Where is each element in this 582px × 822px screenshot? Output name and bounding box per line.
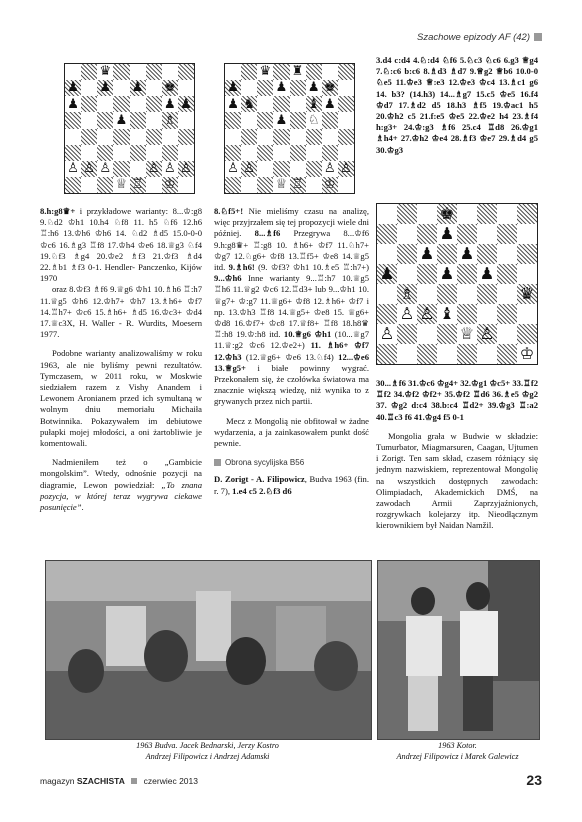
board-square [497, 264, 517, 284]
chess-piece: ♙ [479, 323, 495, 343]
board-square [273, 96, 289, 112]
section-heading-text: Obrona sycylijska B56 [225, 458, 305, 468]
chess-piece: ♙ [227, 161, 239, 177]
chess-piece: ♟ [227, 96, 239, 112]
board-square [517, 304, 537, 324]
board-square [517, 204, 537, 224]
board-square [146, 177, 162, 193]
chess-piece: ♙ [340, 161, 352, 177]
chess-piece: ♟ [439, 223, 455, 243]
board-square [377, 224, 397, 244]
board-square [97, 129, 113, 145]
board-square [377, 204, 397, 224]
board-square [338, 145, 354, 161]
board-square [417, 324, 437, 344]
board-square [517, 224, 537, 244]
board-square [457, 344, 477, 364]
board-square [130, 64, 146, 80]
chess-piece: ♚ [439, 203, 455, 223]
paragraph [40, 206, 202, 284]
footer-square-icon [131, 778, 137, 784]
chess-piece: ♟ [67, 80, 79, 96]
text-run: , Budva 1963 (fin. r. 7), [214, 474, 369, 496]
chess-piece: ♛ [259, 64, 272, 80]
text-run: . [81, 502, 84, 513]
chess-piece: ♗ [399, 283, 415, 303]
board-square [162, 145, 178, 161]
section-square-icon [214, 459, 221, 466]
chess-piece: ♗ [163, 112, 176, 128]
board-square [178, 145, 194, 161]
chess-piece: ♙ [419, 303, 435, 323]
board-square [97, 145, 113, 161]
board-square [113, 80, 129, 96]
board-square [65, 64, 81, 80]
board-square [437, 284, 457, 304]
board-square [146, 129, 162, 145]
board-square [306, 129, 322, 145]
caption-kotor-line1: 1963 Kotor. [438, 741, 477, 750]
board-square [497, 344, 517, 364]
board-square [257, 112, 273, 128]
board-square [178, 64, 194, 80]
text-run: „To znana pozycja, w której teraz wygrywa ciekawe posunięcie” [40, 479, 203, 513]
text-run: 8.h:g8♛+ [40, 206, 76, 216]
game-moves-continued: 3.d4 c:d4 4.♘:d4 ♘f6 5.♘c3 ♘c6 6.g3 ♕g4 7.♘:c6 b:c6 8.♗d3 ♗d7 9.♕g2 ♕b6 10.0-0 ♘e5 11.♔e3 ♕:e3 12.♔e3 ♔c4 13.♗c1 g6 14. b3? (14.h3) 14...♗g7 15.c5 ♔e5 16.f4 ♔d7 17.♗d2 d5 18.h3 ♗f5 19.♔ac1 h5 20.♔h2 c5 21.f:e5 ♔e5 22.♔e2 h4 23.♗f4 h:g3+ 24.♔:g3 ♗f6 25.c4 ♖d8 26.♔g1 ♗h4+ 27.♔h2 ♔e4 28.♗f3 ♔e7 29.♗d4 g5 30.♔g3 [376, 55, 538, 155]
board-square [273, 161, 289, 177]
board-square [290, 80, 306, 96]
chess-piece: ♙ [399, 303, 415, 323]
board-square [97, 177, 113, 193]
paragraph [376, 431, 538, 532]
board-square [273, 129, 289, 145]
board-square [113, 145, 129, 161]
board-square [130, 96, 146, 112]
board-square [178, 177, 194, 193]
board-square [338, 177, 354, 193]
chess-piece: ♟ [479, 263, 495, 283]
header-square-icon [534, 33, 542, 41]
chess-piece: ♟ [419, 243, 435, 263]
text-run: 30...♗f6 31.♔c6 ♔g4+ 32.♔g1 ♔c5+ 33.♖f2 ♖f2 34.♔f2 ♔f2+ 35.♔f2 ♖d6 36.♗e5 ♔g2 37. ♔g2 d:c4 38.b:c4 ♖d2+ 39.♔g3 ♖:a2 40.♖c3 f6 41.♔g4 f5 0-1 [376, 378, 538, 422]
board-square [477, 224, 497, 244]
running-title: Szachowe epizody AF (42) [416, 32, 530, 43]
chess-piece: ♙ [67, 161, 79, 177]
board-square [477, 244, 497, 264]
board-square [306, 64, 322, 80]
board-square [225, 112, 241, 128]
board-square [130, 129, 146, 145]
board-square [417, 204, 437, 224]
board-square [241, 112, 257, 128]
board-square [477, 204, 497, 224]
chess-piece: ♟ [459, 243, 475, 263]
caption-kotor [377, 741, 538, 762]
board-square [81, 64, 97, 80]
board-square [162, 64, 178, 80]
board-square [377, 304, 397, 324]
chess-piece: ♙ [147, 161, 160, 177]
photo-budva [45, 560, 372, 740]
board-square [417, 264, 437, 284]
board-square [146, 96, 162, 112]
chess-piece: ♟ [379, 263, 395, 283]
chess-piece: ♖ [131, 177, 144, 193]
board-square [417, 224, 437, 244]
board-square [322, 112, 338, 128]
board-square [306, 145, 322, 161]
board-square [241, 80, 257, 96]
text-run: 10.♕g6 ♔h1 [283, 329, 332, 340]
board-square [497, 204, 517, 224]
board-square [338, 96, 354, 112]
chess-piece: ♟ [115, 112, 128, 128]
chess-piece: ♙ [99, 161, 112, 177]
board-square [377, 344, 397, 364]
board-square [306, 161, 322, 177]
chess-piece: ♙ [180, 161, 192, 177]
text-run: 9...♔h6 [214, 273, 242, 284]
footer-magazine-name: SZACHISTA [76, 776, 125, 786]
footer-magazine-prefix: magazyn [40, 776, 75, 786]
board-square [113, 129, 129, 145]
text-run: 1.e4 c5 2.♘f3 d6 [232, 485, 292, 496]
caption-budva-line2: Andrzej Filipowicz i Andrzej Adamski [145, 751, 270, 761]
board-square [257, 145, 273, 161]
board-square [457, 304, 477, 324]
chess-piece: ♟ [227, 80, 239, 96]
board-square [290, 161, 306, 177]
chess-piece: ♟ [163, 96, 176, 112]
board-square [241, 177, 257, 193]
chess-piece: ♚ [323, 80, 336, 96]
board-square [306, 177, 322, 193]
chess-piece: ♚ [163, 80, 176, 96]
board-square [290, 96, 306, 112]
text-run: Nie mieliśmy czasu na analizę, więc przyjrzałem się tej propozycji wiele dni później. [214, 206, 369, 239]
paragraph [40, 348, 202, 449]
chess-piece: ♟ [99, 80, 112, 96]
chess-piece: ♖ [291, 177, 304, 193]
board-square [225, 129, 241, 145]
board-square [225, 177, 241, 193]
chess-piece: ♟ [180, 96, 192, 112]
caption-kotor-line2: Andrzej Filipowicz i Marek Galewicz [396, 751, 519, 761]
board-square [130, 145, 146, 161]
board-square [290, 129, 306, 145]
board-square [377, 284, 397, 304]
text-run: Inne warianty 9...♖:h7 10.♕g5 ♖h6 11.♕g2 ♔c6 12.♖d3+ lub 9...♔h1 10. ♕g7+ ♔:g7 11.♕g6+ ♔f8 12.♗h6+ ♔f7 i np. 13.♔h3 ♖f8 14.♕g5+ ♔e8 15. ♕g6+ ♔d8 16.♔f7+ ♔c8 17.♕f8+ ♖f8 18.h8♛ ♖:h8 19.♔:h8 itd. [214, 273, 369, 340]
board-square [457, 204, 477, 224]
board-square [257, 161, 273, 177]
board-square [417, 344, 437, 364]
text-run: Podobne warianty analizowaliśmy w roku 1963, ale nie byliśmy pewni rezultatów. Tymczasem, w 2011 roku, w Moskwie siedziałem razem z Vishy Anandem i Lewonem Aronianem przed ich symultaną w wolnym dniu memoriału Michaiła Botwinnika. Pokazywałem im debiutowe pułapki mojej młodości, a oni żartobliwie je komentowali. [40, 348, 202, 449]
chess-piece: ♘ [307, 112, 320, 128]
chess-piece: ♟ [131, 80, 144, 96]
text-run: Mongolia grała w Budwie w składzie: Tumurbator, Miagmarsuren, Caagan, Ujtumen i Zorigt. Ten sam skład, czasem różniący się jednym nazwiskiem, reprezentował Mongolię na wszystkich dostępnych zawodach: Olimpiadach, Akademickich DMŚ, na zawodach Armii Zaprzyjaźnionych, rozgrywkach kolejarzy itp. Nieodłącznym kierownikiem był Naidan Namžil. [376, 430, 538, 531]
board-square [322, 64, 338, 80]
board-square [162, 129, 178, 145]
board-square [477, 344, 497, 364]
text-run: 9.♗h6! [228, 262, 255, 273]
board-square [397, 204, 417, 224]
chess-piece: ♝ [307, 96, 320, 112]
chess-diagram-2 [224, 63, 355, 194]
running-header [392, 32, 542, 48]
chess-diagram-1 [64, 63, 195, 194]
caption-budva [45, 741, 370, 762]
board-square [146, 112, 162, 128]
board-square [97, 112, 113, 128]
board-square [397, 344, 417, 364]
column-middle-wrap [214, 206, 369, 497]
photo-kotor-image [378, 561, 539, 739]
board-square [338, 64, 354, 80]
chess-piece: ♔ [163, 177, 176, 193]
column-right-top [376, 55, 538, 156]
board-square [497, 244, 517, 264]
column-middle [214, 206, 369, 449]
board-square [397, 244, 417, 264]
board-square [322, 145, 338, 161]
board-square [457, 264, 477, 284]
paragraph [214, 206, 369, 408]
text-run: (9. ♔f3? ♔h1 10.♗e5 ♖:h7+) [254, 262, 369, 273]
text-run: Mecz z Mongolią nie obfitował w żadne wydarzenia, a ja zainkasowałem punkt dość pewnie. [214, 415, 369, 449]
board-square [290, 145, 306, 161]
text-run: i przykładowe warianty: 8...♔:g8 9.♘d2 ♔h1 10.h4 ♘f8 11. h5 ♘f6 12.h6 ♖:h6 13.♔h6 ♔h6 14. ♘d2 ♗d5 15.0-0-0 ♔c6 16.♗g3 ♖f8 17.♔h4 ♔e6 18.♕g3 ♘f4 19.♘f3 ♗g4 20.♔e2 ♗f3 21.♔f3 ♗d4 22.♗b1 ♗f3 0-1. Hendler- Panczenko, Kijów 1970 [40, 206, 202, 284]
chess-diagram-3 [376, 203, 538, 365]
photo-kotor [377, 560, 540, 740]
text-run: 12...♔e6 13.♕g5+ [214, 351, 369, 373]
board-square [377, 244, 397, 264]
board-square [273, 64, 289, 80]
board-square [273, 145, 289, 161]
board-square [517, 324, 537, 344]
chess-piece: ♝ [439, 303, 455, 323]
chess-piece: ♞ [243, 96, 256, 112]
board-square [81, 129, 97, 145]
chess-piece: ♕ [115, 177, 128, 193]
board-square [322, 129, 338, 145]
board-square [81, 112, 97, 128]
chess-piece: ♛ [519, 283, 535, 303]
chess-piece: ♙ [83, 161, 96, 177]
chess-piece: ♟ [275, 112, 288, 128]
chess-piece: ♟ [323, 96, 336, 112]
board-square [517, 264, 537, 284]
board-square [130, 112, 146, 128]
board-square [178, 80, 194, 96]
board-square [178, 112, 194, 128]
board-square [65, 129, 81, 145]
board-square [113, 96, 129, 112]
board-square [457, 284, 477, 304]
text-run: i białe powinny wygrać. Przekonałem się, że czołówka światowa ma znacznie większą wiedzę, niż wynika to z grywanych przez nich partii. [214, 362, 369, 407]
chess-piece: ♕ [459, 323, 475, 343]
board-square [81, 145, 97, 161]
column-left [40, 206, 202, 513]
board-square [497, 304, 517, 324]
paragraph [214, 416, 369, 450]
text-run: (10...♕g7 11.♕:g2 ♔c6 12.♔e2+) [214, 329, 369, 351]
board-square [81, 96, 97, 112]
board-square [146, 80, 162, 96]
text-run: D. Zorigt - A. Filipowicz [214, 474, 305, 485]
board-square [257, 129, 273, 145]
board-square [517, 244, 537, 264]
board-square [257, 177, 273, 193]
board-square [477, 284, 497, 304]
text-run: Przegrywa 8...♔f6 9.h:g8♛+ ♖:g8 10. ♗h6+ ♔f7 11.♘h7+ ♔g7 12.♘g6+ ♔f8 13.♖f5+ ♔e8 14.♕g5 itd. [214, 228, 369, 273]
board-square [225, 64, 241, 80]
chess-piece: ♟ [439, 263, 455, 283]
text-run: 8.♘f5+! [214, 206, 244, 216]
chess-piece: ♙ [163, 161, 176, 177]
board-square [338, 80, 354, 96]
section-heading [214, 457, 369, 468]
board-square [338, 129, 354, 145]
board-square [437, 344, 457, 364]
column-right-bottom [376, 378, 538, 532]
chess-piece: ♛ [99, 64, 112, 80]
board-square [146, 145, 162, 161]
page-footer [40, 772, 542, 792]
board-square [257, 96, 273, 112]
photo-budva-image [46, 561, 371, 739]
board-square [497, 224, 517, 244]
board-square [417, 284, 437, 304]
board-square [241, 129, 257, 145]
game-header [214, 474, 369, 496]
chess-piece: ♟ [275, 80, 288, 96]
board-square [397, 264, 417, 284]
board-square [290, 112, 306, 128]
board-square [146, 64, 162, 80]
text-run: 8...♗f6 [254, 228, 281, 239]
page-number: 23 [526, 772, 542, 788]
chess-piece: ♜ [291, 64, 304, 80]
text-run: (12.♕g6+ ♔e6 13.♘f4) [241, 351, 339, 362]
board-square [81, 80, 97, 96]
caption-budva-line1: 1963 Budva. Jacek Bednarski, Jerzy Kostro [136, 741, 279, 750]
board-square [338, 112, 354, 128]
chess-piece: ♔ [519, 343, 535, 363]
board-square [225, 145, 241, 161]
board-square [257, 80, 273, 96]
paragraph [40, 284, 202, 340]
board-square [397, 224, 417, 244]
board-square [241, 145, 257, 161]
board-square [437, 324, 457, 344]
board-square [113, 161, 129, 177]
board-square [130, 161, 146, 177]
text-run: 11. ♗h6+ ♔f7 12.♔h3 [214, 340, 369, 362]
board-square [497, 324, 517, 344]
paragraph [376, 378, 538, 423]
board-square [65, 112, 81, 128]
board-square [457, 224, 477, 244]
board-square [241, 64, 257, 80]
board-square [397, 324, 417, 344]
board-square [113, 64, 129, 80]
footer-issue: czerwiec 2013 [143, 776, 198, 786]
paragraph [40, 457, 202, 513]
board-square [97, 96, 113, 112]
board-square [65, 177, 81, 193]
board-square [497, 284, 517, 304]
chess-piece: ♙ [323, 161, 336, 177]
text-run: oraz 8.♔f3 ♗f6 9.♕g6 ♔h1 10.♗h6 ♖:h7 11.♕g5 ♔h6 12.♔h7+ ♔h7 13.♗h6+ ♔f7 14.♖h7+ ♔c6 15.♗h6+ ♗d5 16.♔c3+ ♔d4 17.♕c3X, H. Waller - R. Wurdits, Moesern 1977. [40, 284, 202, 340]
board-square [437, 244, 457, 264]
chess-piece: ♔ [323, 177, 336, 193]
chess-piece: ♟ [307, 80, 320, 96]
board-square [81, 177, 97, 193]
chess-piece: ♙ [243, 161, 256, 177]
chess-piece: ♕ [275, 177, 288, 193]
board-square [178, 129, 194, 145]
chess-piece: ♙ [379, 323, 395, 343]
text-run: Nadmieniłem też o „Gambicie mongolskim”. Wtedy, odnośnie pozycji na diagramie, Lewon powiedział: [40, 457, 202, 490]
chess-piece: ♟ [67, 96, 79, 112]
board-square [65, 145, 81, 161]
board-square [477, 304, 497, 324]
